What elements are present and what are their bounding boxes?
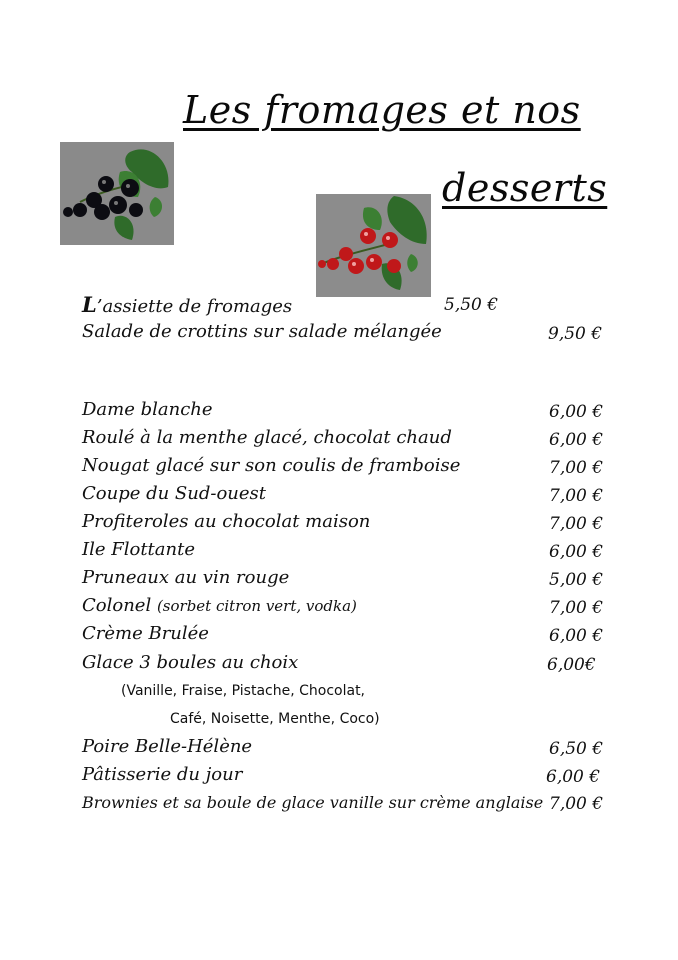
menu-price: 6,00€ <box>547 655 596 675</box>
menu-price: 7,00 € <box>549 598 604 618</box>
menu-price: 7,00 € <box>549 514 604 534</box>
menu-title-line2: desserts <box>442 166 608 210</box>
menu-price: 5,50 € <box>444 295 499 315</box>
menu-item: Pâtisserie du jour <box>82 764 243 785</box>
menu-price: 6,00 € <box>549 402 604 422</box>
menu-price: 7,00 € <box>549 794 604 814</box>
menu-item: Roulé à la menthe glacé, chocolat chaud <box>82 427 452 448</box>
menu-item: Coupe du Sud-ouest <box>82 483 267 504</box>
menu-item: Poire Belle-Hélène <box>82 736 253 757</box>
menu-price: 6,00 € <box>549 542 604 562</box>
menu-item: Glace 3 boules au choix <box>82 652 299 673</box>
menu-price: 7,00 € <box>549 486 604 506</box>
ice-cream-flavours-line1: (Vanille, Fraise, Pistache, Chocolat, <box>121 683 366 699</box>
menu-price: 6,00 € <box>549 626 604 646</box>
menu-price: 9,50 € <box>548 324 603 344</box>
menu-item: Dame blanche <box>82 399 213 420</box>
ice-cream-flavours-line2: Café, Noisette, Menthe, Coco) <box>170 711 380 727</box>
menu-title: Les fromages et nos <box>183 88 581 132</box>
redcurrant-image <box>316 194 431 297</box>
menu-price: 7,00 € <box>549 458 604 478</box>
menu-price: 5,00 € <box>549 570 604 590</box>
menu-item: Crème Brulée <box>82 623 209 644</box>
menu-item-assiette-fromages: L’assiette de fromages <box>82 292 293 317</box>
menu-item: Brownies et sa boule de glace vanille sur crème anglaise <box>82 793 544 812</box>
menu-price: 6,00 € <box>546 767 601 787</box>
menu-price: 6,00 € <box>549 430 604 450</box>
menu-item: Ile Flottante <box>82 539 196 560</box>
menu-item: Pruneaux au vin rouge <box>82 567 290 588</box>
menu-item-colonel: Colonel (sorbet citron vert, vodka) <box>82 595 357 616</box>
menu-item-salade-crottins: Salade de crottins sur salade mélangée <box>82 321 442 342</box>
menu-item: Profiteroles au chocolat maison <box>82 511 371 532</box>
menu-price: 6,50 € <box>549 739 604 759</box>
blackcurrant-image <box>60 142 174 245</box>
menu-item: Nougat glacé sur son coulis de framboise <box>82 455 461 476</box>
